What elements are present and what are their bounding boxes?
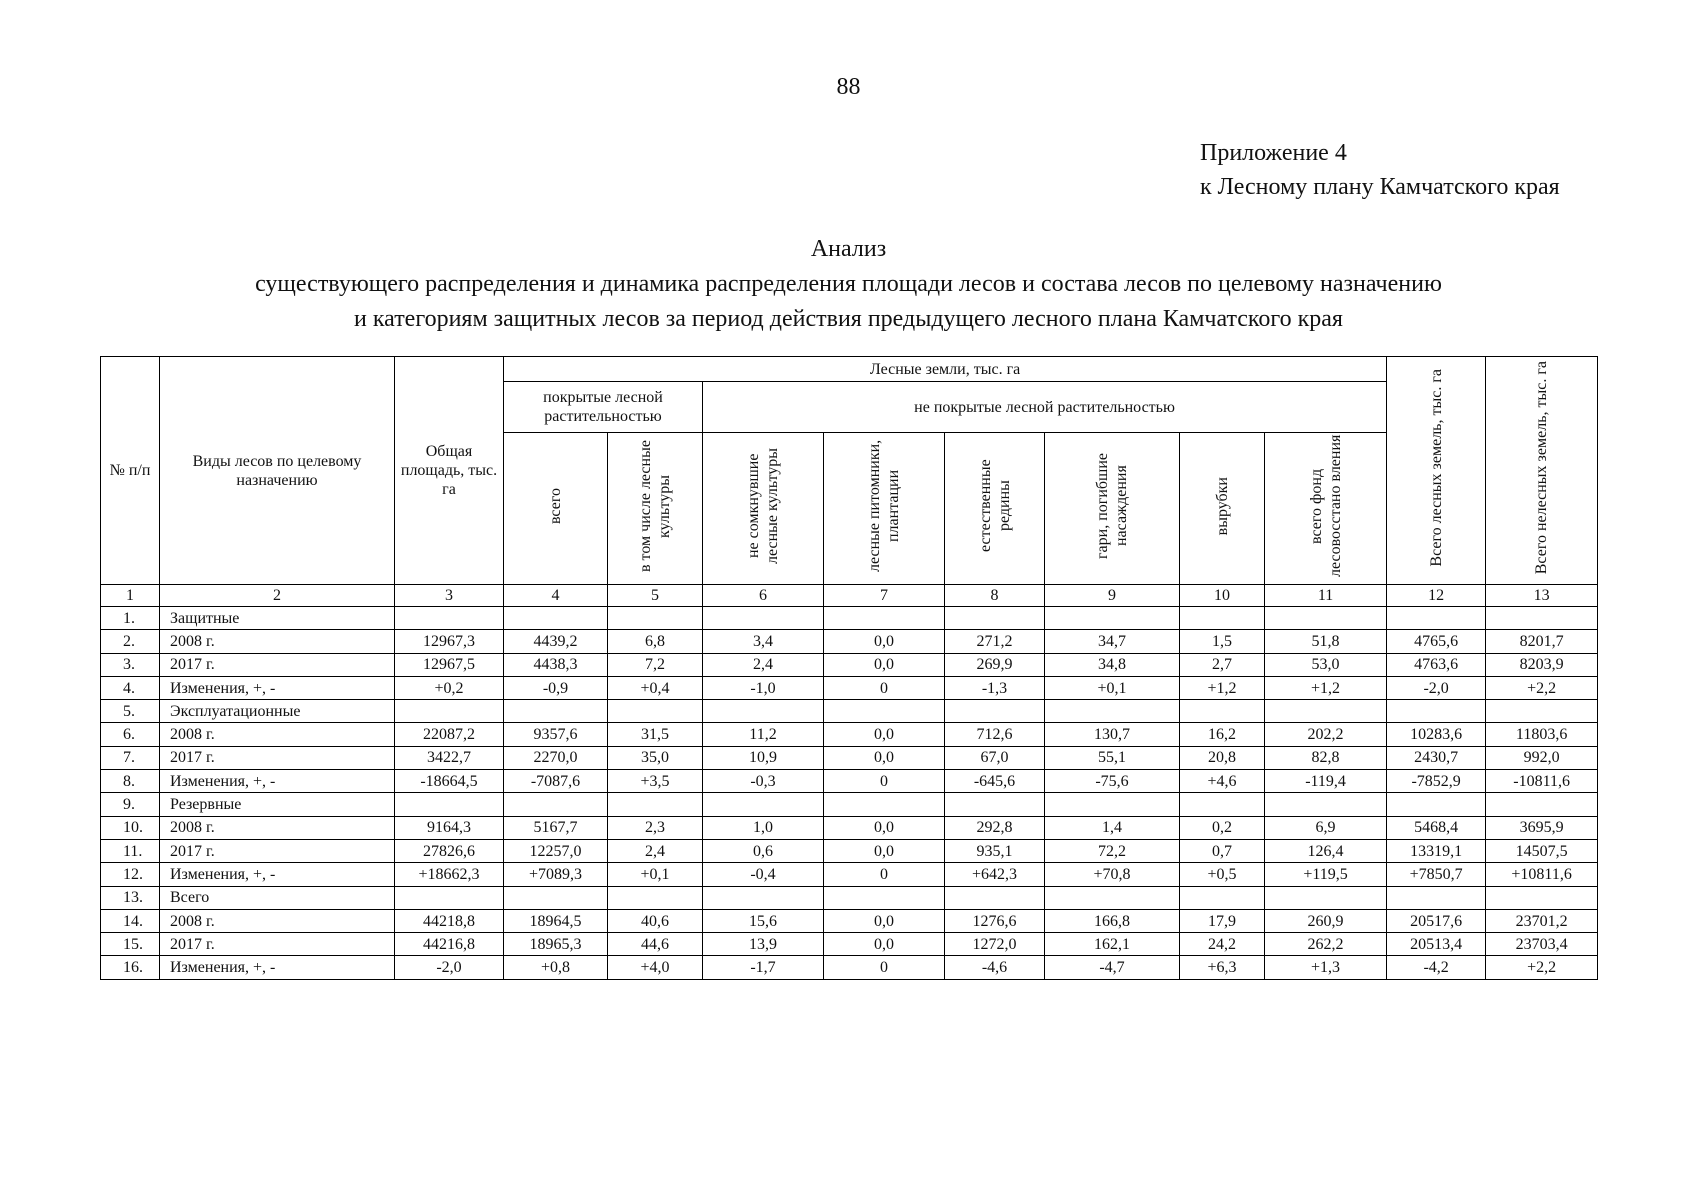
table-cell: 40,6: [608, 909, 703, 932]
table-cell: [1265, 886, 1387, 909]
table-cell: 1,0: [703, 816, 824, 839]
table-cell: +0,4: [608, 676, 703, 699]
table-cell: -4,2: [1387, 956, 1486, 979]
table-cell: 53,0: [1265, 653, 1387, 676]
table-cell: [1387, 607, 1486, 630]
table-cell: +18662,3: [395, 863, 504, 886]
row-number: 5.: [101, 700, 160, 723]
table-cell: 13319,1: [1387, 839, 1486, 862]
table-cell: +1,2: [1265, 676, 1387, 699]
table-cell: [1180, 607, 1265, 630]
table-cell: 17,9: [1180, 909, 1265, 932]
table-cell: [1486, 607, 1598, 630]
table-cell: +1,3: [1265, 956, 1387, 979]
table-cell: 16,2: [1180, 723, 1265, 746]
table-cell: +2,2: [1486, 956, 1598, 979]
table-row: [101, 676, 1598, 699]
column-number: 7: [824, 585, 945, 607]
table-cell: 24,2: [1180, 933, 1265, 956]
page-number: 88: [836, 74, 861, 100]
table-cell: 12257,0: [504, 839, 608, 862]
header-natural-sparse: [945, 433, 1045, 585]
row-number: 10.: [101, 816, 160, 839]
table-cell: 4763,6: [1387, 653, 1486, 676]
table-cell: +10811,6: [1486, 863, 1598, 886]
table-cell: 34,8: [1045, 653, 1180, 676]
table-row: [101, 700, 1598, 723]
table-cell: 8201,7: [1486, 630, 1598, 653]
table-cell: 11803,6: [1486, 723, 1598, 746]
column-number: 9: [1045, 585, 1180, 607]
table-cell: 51,8: [1265, 630, 1387, 653]
table-row: [101, 933, 1598, 956]
table-cell: [1265, 793, 1387, 816]
header-nurseries: [824, 433, 945, 585]
table-row: [101, 863, 1598, 886]
table-cell: [1486, 886, 1598, 909]
table-cell: 162,1: [1045, 933, 1180, 956]
table-cell: -10811,6: [1486, 770, 1598, 793]
table-row: [101, 793, 1598, 816]
row-label: Резервные: [160, 793, 395, 816]
table-cell: 72,2: [1045, 839, 1180, 862]
table-cell: -1,0: [703, 676, 824, 699]
header-reforestation-fund: [1265, 433, 1387, 585]
table-cell: 1,5: [1180, 630, 1265, 653]
table-cell: 67,0: [945, 746, 1045, 769]
table-cell: 20517,6: [1387, 909, 1486, 932]
row-label: 2017 г.: [160, 653, 395, 676]
table-cell: 4765,6: [1387, 630, 1486, 653]
table-cell: -18664,5: [395, 770, 504, 793]
row-number: 1.: [101, 607, 160, 630]
table-cell: -0,3: [703, 770, 824, 793]
table-cell: [608, 886, 703, 909]
table-cell: 23701,2: [1486, 909, 1598, 932]
table-cell: [395, 793, 504, 816]
table-body: [101, 607, 1598, 980]
table-cell: 55,1: [1045, 746, 1180, 769]
table-cell: +0,2: [395, 676, 504, 699]
column-number: 8: [945, 585, 1045, 607]
table-cell: 126,4: [1265, 839, 1387, 862]
table-cell: 271,2: [945, 630, 1045, 653]
header-incl-cultures: [608, 433, 703, 585]
table-cell: 2,4: [703, 653, 824, 676]
row-label: Всего: [160, 886, 395, 909]
table-cell: +0,1: [608, 863, 703, 886]
row-number: 13.: [101, 886, 160, 909]
table-cell: 82,8: [1265, 746, 1387, 769]
table-cell: [1486, 700, 1598, 723]
table-cell: 4439,2: [504, 630, 608, 653]
table-cell: 0,0: [824, 909, 945, 932]
table-cell: [703, 607, 824, 630]
table-cell: 2,4: [608, 839, 703, 862]
table-cell: +6,3: [1180, 956, 1265, 979]
table-cell: [945, 607, 1045, 630]
table-cell: 0,0: [824, 723, 945, 746]
table-cell: 1,4: [1045, 816, 1180, 839]
table-cell: 0,2: [1180, 816, 1265, 839]
table-cell: 2,3: [608, 816, 703, 839]
header-total-nonforest-lands-text: Всего нелесных земель, тыс. га: [1533, 361, 1551, 575]
appendix-note: [1200, 136, 1560, 204]
table-cell: 5167,7: [504, 816, 608, 839]
table-cell: 9357,6: [504, 723, 608, 746]
appendix-line-2: к Лесному плану Камчатского края: [1200, 174, 1560, 200]
table-cell: 0,0: [824, 816, 945, 839]
table-cell: 0,0: [824, 630, 945, 653]
table-cell: 27826,6: [395, 839, 504, 862]
table-cell: 22087,2: [395, 723, 504, 746]
table-cell: [824, 607, 945, 630]
table-cell: 8203,9: [1486, 653, 1598, 676]
table-cell: [703, 886, 824, 909]
row-label: Изменения, +, -: [160, 956, 395, 979]
column-number: 10: [1180, 585, 1265, 607]
table-cell: [504, 886, 608, 909]
table-row: [101, 956, 1598, 979]
table-cell: -1,3: [945, 676, 1045, 699]
table-cell: [1486, 793, 1598, 816]
table-cell: 44216,8: [395, 933, 504, 956]
header-total-area: Общая площадь, тыс. га: [395, 357, 504, 585]
table-cell: 0: [824, 676, 945, 699]
row-number: 11.: [101, 839, 160, 862]
table-cell: [395, 886, 504, 909]
header-unclosed-cultures: [703, 433, 824, 585]
table-cell: 262,2: [1265, 933, 1387, 956]
table-cell: +0,8: [504, 956, 608, 979]
header-burned: [1045, 433, 1180, 585]
table-cell: +0,5: [1180, 863, 1265, 886]
table-row: [101, 746, 1598, 769]
table-cell: 0,0: [824, 839, 945, 862]
table-cell: 1272,0: [945, 933, 1045, 956]
table-cell: -2,0: [395, 956, 504, 979]
table-cell: [504, 793, 608, 816]
table-cell: +7089,3: [504, 863, 608, 886]
table-cell: 6,9: [1265, 816, 1387, 839]
column-number: 4: [504, 585, 608, 607]
row-label: 2008 г.: [160, 723, 395, 746]
table-row: [101, 909, 1598, 932]
row-number: 3.: [101, 653, 160, 676]
table-cell: [1045, 886, 1180, 909]
table-cell: +1,2: [1180, 676, 1265, 699]
table-cell: -7087,6: [504, 770, 608, 793]
table-cell: [504, 607, 608, 630]
column-number-row: [101, 585, 1598, 607]
table-cell: 20,8: [1180, 746, 1265, 769]
row-number: 15.: [101, 933, 160, 956]
row-label: 2008 г.: [160, 816, 395, 839]
row-label: 2008 г.: [160, 909, 395, 932]
header-forest-lands: Лесные земли, тыс. га: [504, 357, 1387, 382]
column-number: 5: [608, 585, 703, 607]
row-label: Изменения, +, -: [160, 863, 395, 886]
table-cell: [1045, 793, 1180, 816]
table-cell: +119,5: [1265, 863, 1387, 886]
table-cell: 15,6: [703, 909, 824, 932]
table-cell: 3422,7: [395, 746, 504, 769]
table-row: [101, 839, 1598, 862]
table-row: [101, 607, 1598, 630]
column-number: 6: [703, 585, 824, 607]
table-cell: 166,8: [1045, 909, 1180, 932]
header-total-nonforest-lands: [1486, 357, 1598, 585]
table-cell: 13,9: [703, 933, 824, 956]
table-cell: [1180, 886, 1265, 909]
table-cell: 35,0: [608, 746, 703, 769]
header-cuttings: [1180, 433, 1265, 585]
row-number: 2.: [101, 630, 160, 653]
row-number: 7.: [101, 746, 160, 769]
table-cell: 9164,3: [395, 816, 504, 839]
table-row: [101, 770, 1598, 793]
header-not-covered: не покрытые лесной растительностью: [703, 382, 1387, 433]
table-cell: [608, 793, 703, 816]
header-reforestation-fund-text: всего фонд лесовосстано вления: [1307, 434, 1344, 578]
table-cell: 292,8: [945, 816, 1045, 839]
document-title: [0, 232, 1697, 337]
table-cell: 202,2: [1265, 723, 1387, 746]
column-number: 12: [1387, 585, 1486, 607]
table-cell: -4,7: [1045, 956, 1180, 979]
table-cell: [703, 700, 824, 723]
header-burned-text: гари, погибшие насаждения: [1094, 452, 1130, 560]
table-cell: [945, 793, 1045, 816]
table-cell: 0: [824, 863, 945, 886]
forest-distribution-table: [100, 356, 1598, 980]
header-all: [504, 433, 608, 585]
table-cell: 0: [824, 770, 945, 793]
row-label: 2017 г.: [160, 746, 395, 769]
table-cell: 14507,5: [1486, 839, 1598, 862]
header-total-forest-lands: [1387, 357, 1486, 585]
table-cell: +7850,7: [1387, 863, 1486, 886]
table-cell: [703, 793, 824, 816]
table-row: [101, 816, 1598, 839]
header-forest-types: Виды лесов по целевому назначению: [160, 357, 395, 585]
table-cell: 2,7: [1180, 653, 1265, 676]
table-cell: 992,0: [1486, 746, 1598, 769]
table-cell: 5468,4: [1387, 816, 1486, 839]
table-cell: +4,6: [1180, 770, 1265, 793]
table-cell: [1387, 700, 1486, 723]
table-cell: [945, 700, 1045, 723]
table-cell: -645,6: [945, 770, 1045, 793]
table-cell: -7852,9: [1387, 770, 1486, 793]
table-cell: 34,7: [1045, 630, 1180, 653]
table-cell: -75,6: [1045, 770, 1180, 793]
row-number: 14.: [101, 909, 160, 932]
table-cell: +70,8: [1045, 863, 1180, 886]
table-cell: [1180, 700, 1265, 723]
appendix-line-1: Приложение 4: [1200, 140, 1347, 166]
header-unclosed-cultures-text: не сомкнувшие лесные культуры: [745, 447, 781, 565]
table-cell: [1045, 700, 1180, 723]
row-number: 8.: [101, 770, 160, 793]
table-cell: +4,0: [608, 956, 703, 979]
row-number: 16.: [101, 956, 160, 979]
table-cell: 18965,3: [504, 933, 608, 956]
table-cell: 4438,3: [504, 653, 608, 676]
table-cell: [1180, 793, 1265, 816]
table-row: [101, 723, 1598, 746]
table-cell: 10,9: [703, 746, 824, 769]
table-cell: +642,3: [945, 863, 1045, 886]
table-cell: 0,7: [1180, 839, 1265, 862]
table-cell: -0,9: [504, 676, 608, 699]
row-number: 6.: [101, 723, 160, 746]
table-cell: +2,2: [1486, 676, 1598, 699]
table-cell: 3695,9: [1486, 816, 1598, 839]
table-cell: 7,2: [608, 653, 703, 676]
table-cell: [1045, 607, 1180, 630]
row-number: 4.: [101, 676, 160, 699]
header-num: № п/п: [101, 357, 160, 585]
header-covered: покрытые лесной растительностью: [504, 382, 703, 433]
header-nurseries-text: лесные питомники, плантации: [866, 439, 902, 573]
table-cell: 12967,3: [395, 630, 504, 653]
table-cell: [395, 607, 504, 630]
header-incl-cultures-text: в том числе лесные культуры: [637, 440, 673, 572]
row-number: 12.: [101, 863, 160, 886]
table-cell: [824, 793, 945, 816]
column-number: 11: [1265, 585, 1387, 607]
table-cell: 2430,7: [1387, 746, 1486, 769]
table-row: [101, 630, 1598, 653]
table-cell: 18964,5: [504, 909, 608, 932]
table-cell: [1387, 886, 1486, 909]
row-number: 9.: [101, 793, 160, 816]
table-cell: [945, 886, 1045, 909]
table-cell: 20513,4: [1387, 933, 1486, 956]
row-label: 2017 г.: [160, 839, 395, 862]
table-cell: -2,0: [1387, 676, 1486, 699]
row-label: Изменения, +, -: [160, 770, 395, 793]
row-label: Защитные: [160, 607, 395, 630]
table-cell: 269,9: [945, 653, 1045, 676]
table-cell: 44218,8: [395, 909, 504, 932]
table-cell: 31,5: [608, 723, 703, 746]
header-cuttings-text: вырубки: [1213, 476, 1231, 536]
table-cell: 12967,5: [395, 653, 504, 676]
table-cell: 0,0: [824, 653, 945, 676]
table-cell: [608, 607, 703, 630]
header-natural-sparse-text: естественные редины: [976, 459, 1013, 553]
column-number: 1: [101, 585, 160, 607]
row-label: 2017 г.: [160, 933, 395, 956]
header-all-text: всего: [547, 487, 564, 525]
table-cell: [395, 700, 504, 723]
table-cell: 0,6: [703, 839, 824, 862]
title-line-2: существующего распределения и динамика распределения площади лесов и состава лесов по целевому назначению: [255, 271, 1442, 297]
table-cell: 1276,6: [945, 909, 1045, 932]
table-row: [101, 653, 1598, 676]
table-cell: [608, 700, 703, 723]
table-cell: -1,7: [703, 956, 824, 979]
table-cell: 712,6: [945, 723, 1045, 746]
table-cell: 23703,4: [1486, 933, 1598, 956]
table-cell: 2270,0: [504, 746, 608, 769]
table-cell: 6,8: [608, 630, 703, 653]
table-cell: 260,9: [1265, 909, 1387, 932]
table-cell: 935,1: [945, 839, 1045, 862]
table-cell: [1265, 607, 1387, 630]
table-cell: 3,4: [703, 630, 824, 653]
table-cell: 0: [824, 956, 945, 979]
table-cell: +3,5: [608, 770, 703, 793]
column-number: 3: [395, 585, 504, 607]
table-row: [101, 886, 1598, 909]
table-cell: [824, 886, 945, 909]
table-cell: [1265, 700, 1387, 723]
row-label: 2008 г.: [160, 630, 395, 653]
table-cell: -119,4: [1265, 770, 1387, 793]
table-cell: 0,0: [824, 933, 945, 956]
row-label: Эксплуатационные: [160, 700, 395, 723]
row-label: Изменения, +, -: [160, 676, 395, 699]
column-number: 13: [1486, 585, 1598, 607]
table-cell: +0,1: [1045, 676, 1180, 699]
table-cell: 11,2: [703, 723, 824, 746]
title-line-3: и категориям защитных лесов за период действия предыдущего лесного плана Камчатского края: [354, 306, 1343, 332]
table-cell: [504, 700, 608, 723]
title-line-1: Анализ: [810, 236, 887, 262]
table-cell: 130,7: [1045, 723, 1180, 746]
table-cell: 44,6: [608, 933, 703, 956]
column-number: 2: [160, 585, 395, 607]
table-cell: 0,0: [824, 746, 945, 769]
table-cell: -4,6: [945, 956, 1045, 979]
header-total-forest-lands-text: Всего лесных земель, тыс. га: [1427, 369, 1445, 567]
table-cell: -0,4: [703, 863, 824, 886]
table-cell: 10283,6: [1387, 723, 1486, 746]
table-cell: [824, 700, 945, 723]
table-cell: [1387, 793, 1486, 816]
